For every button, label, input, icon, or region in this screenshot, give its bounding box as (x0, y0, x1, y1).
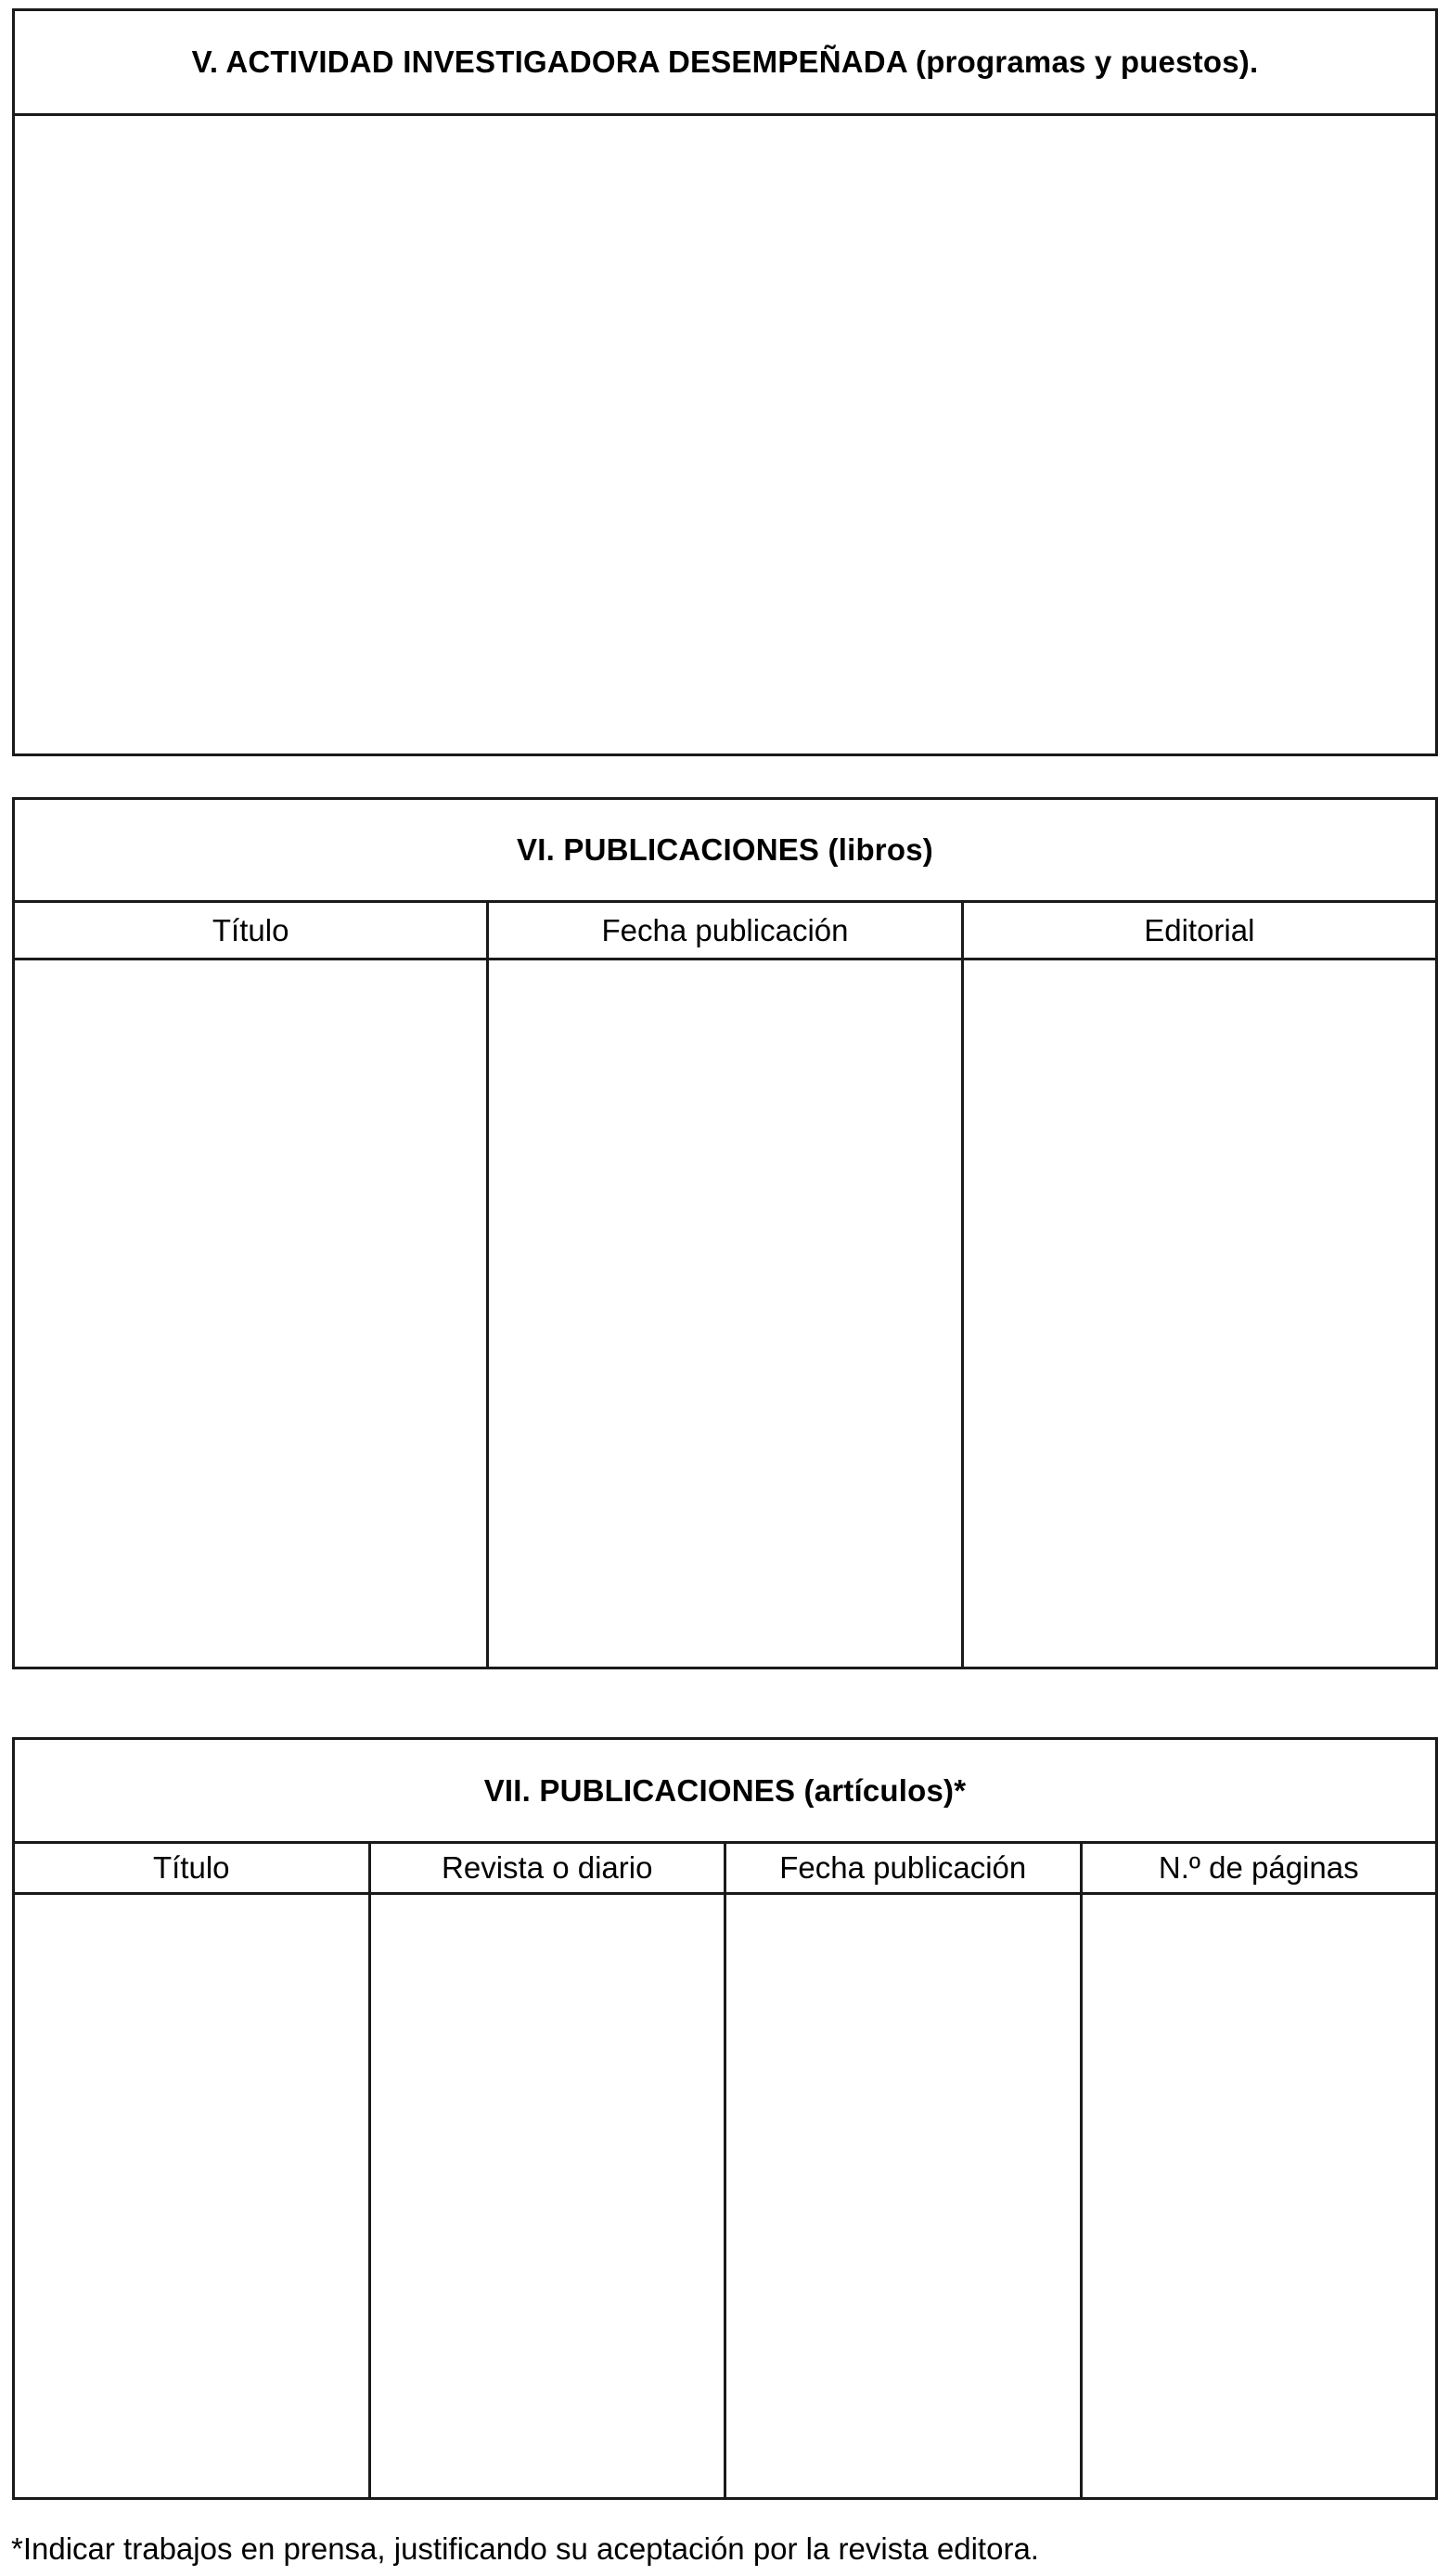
research-activity-title: V. ACTIVIDAD INVESTIGADORA DESEMPEÑADA (programas y puestos). (15, 11, 1435, 116)
footnote: *Indicar trabajos en prensa, justificando su aceptación por la revista editora. (11, 2531, 1039, 2566)
books-header-row (15, 903, 1435, 960)
articles-header-row (15, 1844, 1435, 1895)
books-date-cell[interactable] (486, 960, 960, 1667)
books-publisher-cell[interactable] (961, 960, 1435, 1667)
books-col-date: Fecha publicación (486, 903, 960, 958)
articles-journal-cell[interactable] (368, 1895, 725, 2497)
articles-date-cell[interactable] (724, 1895, 1080, 2497)
books-title: VI. PUBLICACIONES (libros) (15, 800, 1435, 903)
books-col-title: Título (212, 912, 289, 947)
books-section (12, 797, 1438, 1669)
research-activity-field[interactable] (15, 116, 1435, 751)
articles-entry-row (15, 1895, 1435, 2497)
books-title-cell[interactable] (15, 960, 486, 1667)
articles-title-cell[interactable] (15, 1895, 368, 2497)
articles-col-title: Título (152, 1850, 230, 1885)
articles-col-pages: N.º de páginas (1080, 1844, 1436, 1892)
articles-pages-cell[interactable] (1080, 1895, 1436, 2497)
articles-section (12, 1737, 1438, 2500)
articles-title: VII. PUBLICACIONES (artículos)* (15, 1740, 1435, 1844)
articles-col-date: Fecha publicación (724, 1844, 1080, 1892)
articles-col-journal: Revista o diario (368, 1844, 725, 1892)
books-entry-row (15, 960, 1435, 1667)
books-col-publisher: Editorial (961, 903, 1435, 958)
research-activity-section (12, 8, 1438, 756)
